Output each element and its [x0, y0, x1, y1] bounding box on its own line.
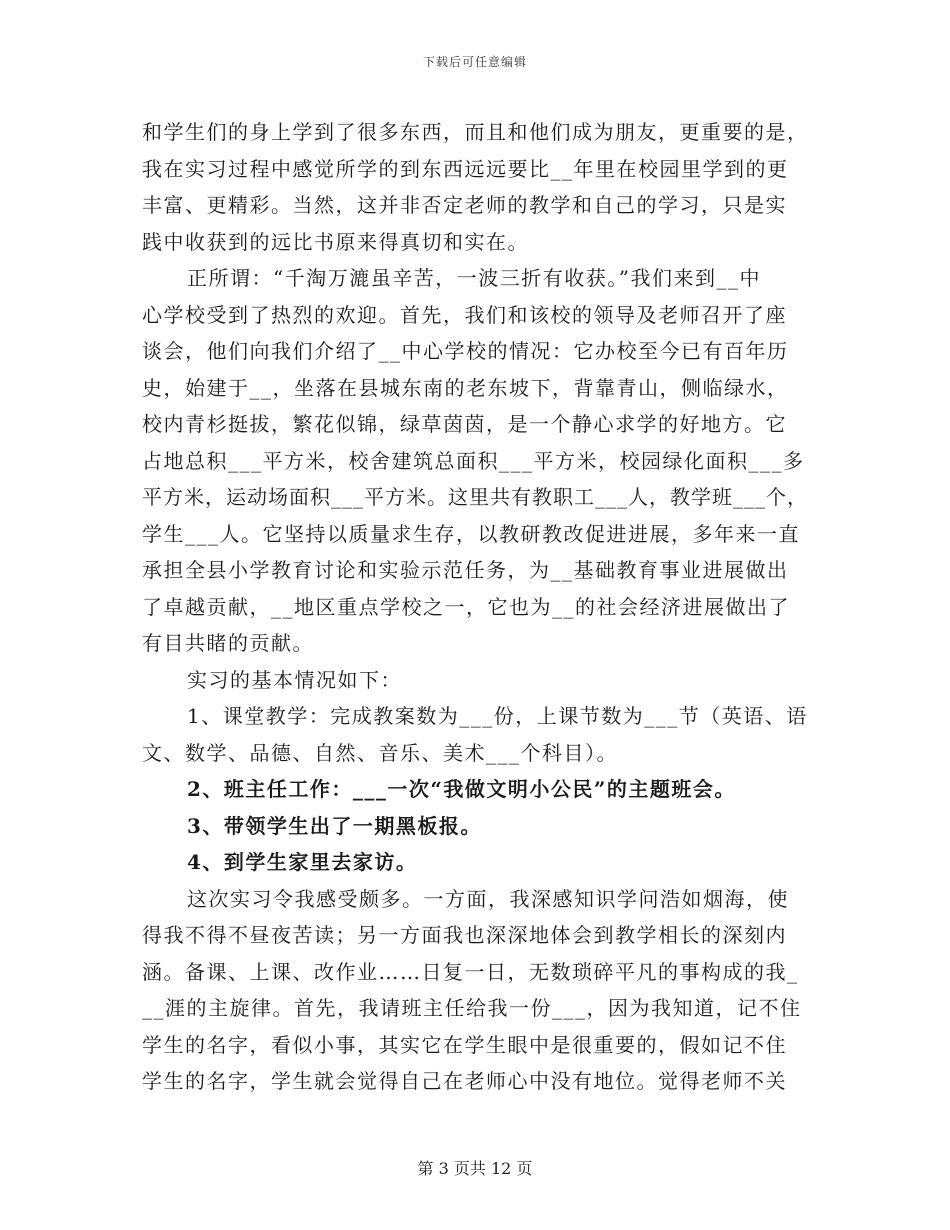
text-line-23: 得我不得不昼夜苦读；另一方面我也深深地体会到教学相长的深刻内 — [142, 923, 787, 947]
text-line-8: 史，始建于__，坐落在县城东南的老东坡下，背靠青山，侧临绿水， — [142, 375, 789, 400]
text-line-19: 2、班主任工作：___一次“我做文明小公民”的主题班会。 — [187, 777, 736, 801]
text-line-27: 学生的名字，学生就会觉得自己在老师心中没有地位。觉得老师不关 — [142, 1069, 787, 1093]
text-line-12: 学生___人。它坚持以质量求生存，以教研教改促进进展，多年来一直 — [142, 521, 800, 546]
text-line-11: 平方米，运动场面积___平方米。这里共有教职工___人，教学班___个， — [142, 485, 808, 509]
text-line-5: 正所谓：“千淘万漉虽辛苦，一波三折有收获。”我们来到__中 — [187, 266, 761, 290]
text-line-10: 占地总积___平方米，校舍建筑总面积___平方米，校园绿化面积___多 — [142, 448, 805, 473]
document-body — [142, 114, 812, 1100]
text-line-2: 我在实习过程中感觉所学的到东西远远要比__年里在校园里学到的更 — [142, 156, 789, 181]
text-line-22: 这次实习令我感受颇多。一方面，我深感知识学问浩如烟海，使 — [187, 886, 789, 911]
page-header: 下载后可任意编辑 — [422, 55, 527, 69]
text-line-17: 1、课堂教学：完成教案数为___份，上课节数为___节（英语、语 — [187, 704, 808, 728]
text-line-21: 4、到学生家里去家访。 — [187, 850, 418, 874]
text-line-25: __涯的主旋律。首先，我请班主任给我一份___，因为我知道，记不住 — [142, 996, 802, 1020]
text-line-6: 心学校受到了热烈的欢迎。首先，我们和该校的领导及老师召开了座 — [142, 302, 787, 327]
text-line-1: 和学生们的身上学到了很多东西，而且和他们成为朋友，更重要的是， — [142, 120, 809, 144]
text-line-7: 谈会，他们向我们介绍了__中心学校的情况：它办校至今已有百年历 — [142, 339, 789, 363]
text-line-13: 承担全县小学教育讨论和实验示范任务，为__基础教育事业进展做出 — [142, 558, 789, 582]
text-line-3: 丰富、更精彩。当然，这并非否定老师的教学和自己的学习，只是实 — [142, 193, 787, 217]
page-footer: 第 3 页共 12 页 — [417, 1159, 533, 1178]
text-line-24: 涵。备课、上课、改作业……日复一日，无数琐碎平凡的事构成的我_ — [142, 959, 799, 984]
text-line-16: 实习的基本情况如下： — [187, 667, 402, 692]
text-line-9: 校内青杉挺拔，繁花似锦，绿草茵茵，是一个静心求学的好地方。它 — [142, 412, 787, 436]
text-line-20: 3、带领学生出了一期黑板报。 — [187, 813, 482, 838]
text-line-18: 文、数学、品德、自然、音乐、美术___个科目）。 — [142, 740, 618, 765]
text-line-14: 了卓越贡献，__地区重点学校之一，它也为__的社会经济进展做出了 — [142, 594, 790, 619]
text-line-4: 践中收获到的远比书原来得真切和实在。 — [142, 229, 529, 254]
text-line-26: 学生的名字，看似小事，其实它在学生眼中是很重要的，假如记不住 — [142, 1032, 787, 1057]
text-line-15: 有目共睹的贡献。 — [142, 631, 314, 655]
